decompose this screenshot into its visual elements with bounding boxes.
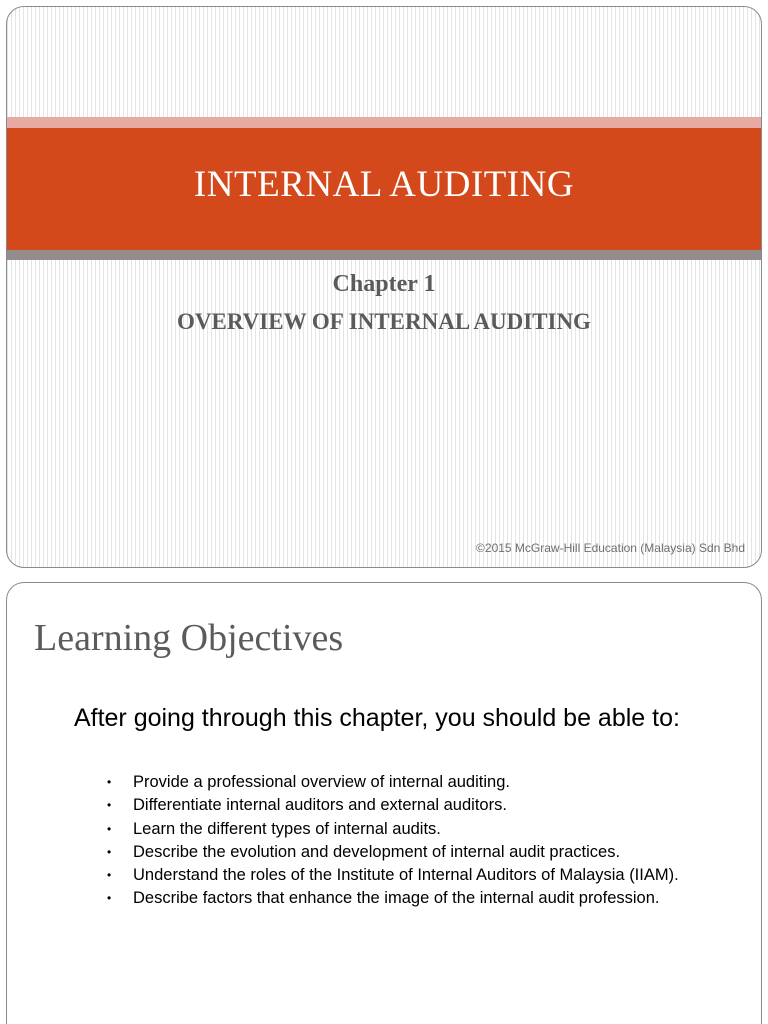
list-item bbox=[107, 794, 743, 817]
intro-text: After going through this chapter, you should be able to: bbox=[67, 704, 680, 732]
objective-text: Learn the different types of internal audits. bbox=[133, 819, 441, 838]
list-item bbox=[107, 771, 743, 794]
objective-text: Describe the evolution and development of internal audit practices. bbox=[133, 842, 621, 861]
bullet-icon: • bbox=[107, 798, 112, 813]
slide-title: INTERNAL AUDITING bbox=[193, 163, 575, 205]
learning-objectives-slide bbox=[6, 582, 762, 1024]
objective-text: Understand the roles of the Institute of Internal Auditors of Malaysia (IIAM). bbox=[133, 866, 679, 885]
objective-text: Provide a professional overview of internal auditing. bbox=[133, 773, 510, 791]
slide-subtitle: OVERVIEW OF INTERNAL AUDITING bbox=[177, 309, 591, 334]
objective-text: Differentiate internal auditors and external auditors. bbox=[133, 796, 507, 815]
objective-text: Describe factors that enhance the image of the internal audit profession. bbox=[133, 889, 660, 908]
title-band-bottom-stripe bbox=[7, 250, 761, 260]
objectives-list bbox=[107, 771, 743, 911]
slide-heading: Learning Objectives bbox=[34, 617, 344, 659]
bullet-icon: • bbox=[107, 775, 112, 789]
copyright-notice: ©2015 McGraw-Hill Education (Malaysia) Sdn Bhd bbox=[476, 541, 745, 555]
bullet-icon: • bbox=[107, 844, 112, 859]
bullet-icon: • bbox=[107, 891, 112, 906]
list-item bbox=[107, 887, 743, 910]
bullet-icon: • bbox=[107, 868, 112, 883]
title-band bbox=[7, 128, 761, 250]
list-item bbox=[107, 818, 743, 841]
title-band-top-stripe bbox=[7, 117, 761, 128]
list-item bbox=[107, 864, 743, 887]
bullet-icon: • bbox=[107, 821, 112, 836]
title-slide bbox=[6, 6, 762, 568]
chapter-label: Chapter 1 bbox=[332, 271, 436, 297]
list-item bbox=[107, 841, 743, 864]
